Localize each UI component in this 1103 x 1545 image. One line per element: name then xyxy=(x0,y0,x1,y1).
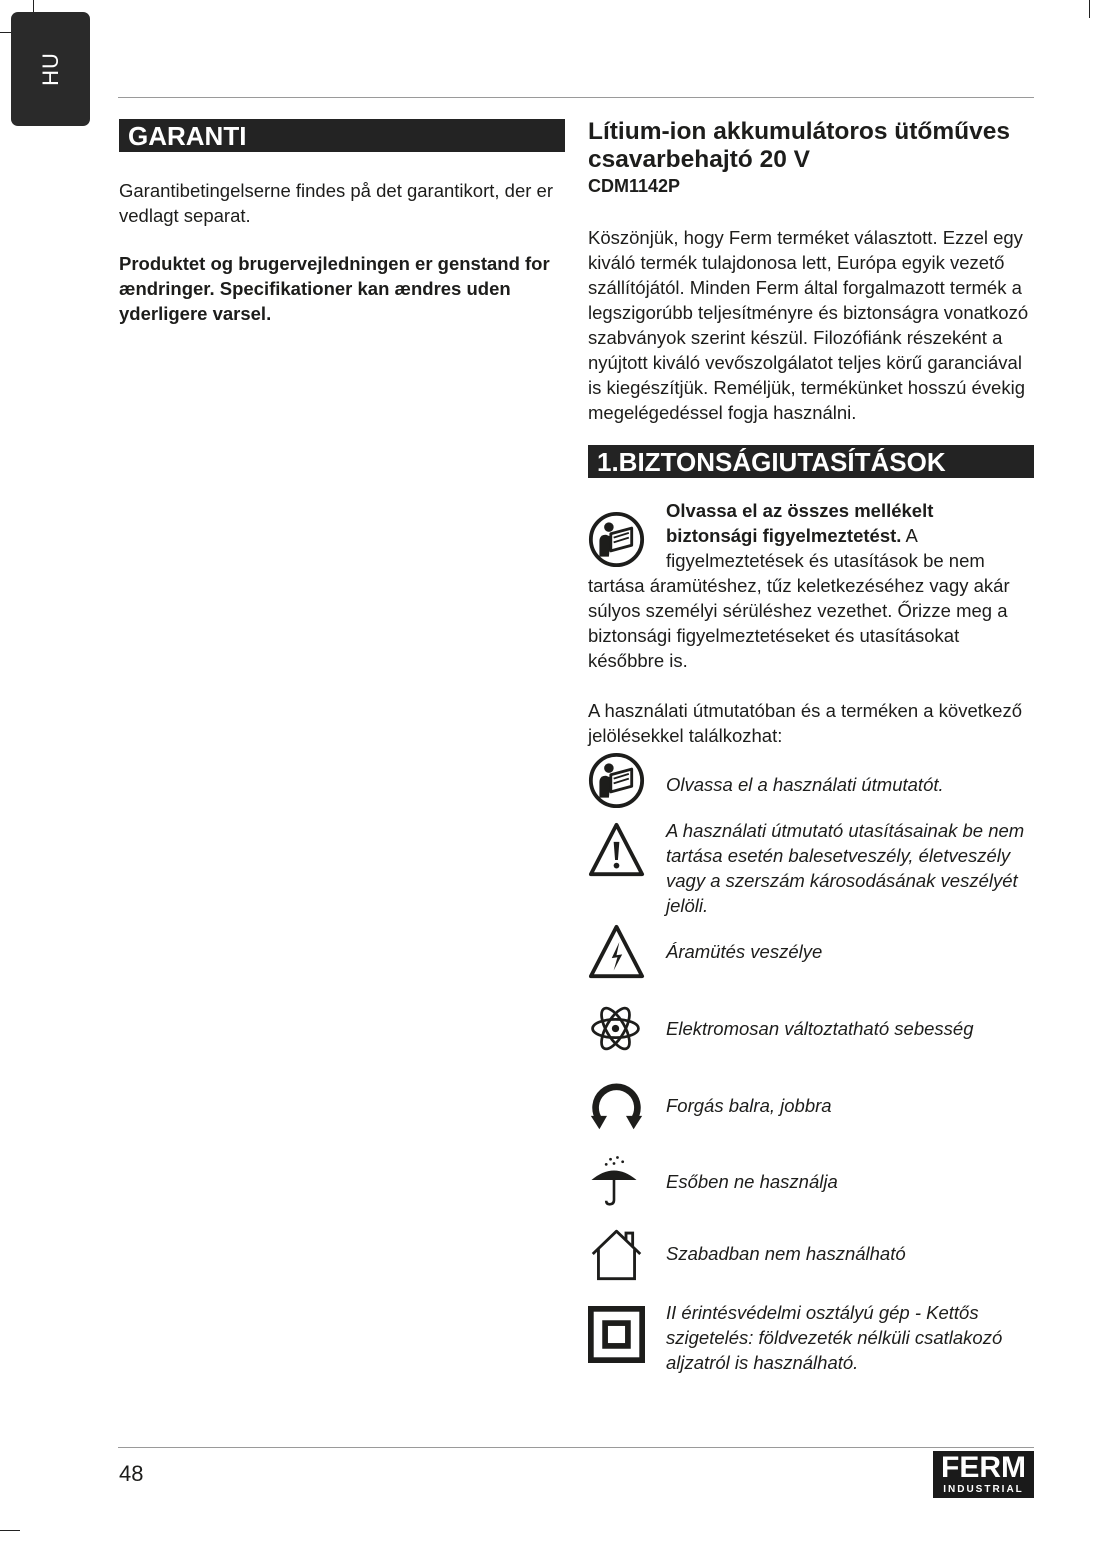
safety-bold-line1: Olvassa el az összes mellékelt xyxy=(666,500,934,521)
symbol-list xyxy=(588,748,1034,1380)
warranty-text: Garantibetingelserne findes på det garantikort, der er vedlagt separat. xyxy=(119,180,553,226)
crop-mark xyxy=(0,1530,20,1531)
warning-triangle-icon xyxy=(588,821,645,878)
symbol-item xyxy=(588,1224,1034,1300)
electric-shock-icon xyxy=(588,923,645,980)
garanti-heading: GARANTI xyxy=(119,119,565,152)
symbol-item xyxy=(588,1150,1034,1224)
symbol-item xyxy=(588,1300,1034,1380)
read-manual-icon xyxy=(588,511,645,568)
ferm-logo xyxy=(933,1451,1034,1498)
symbol-item xyxy=(588,813,1034,923)
symbols-intro: A használati útmutatóban és a terméken a következő jelölésekkel találkozhat: xyxy=(588,700,1022,746)
safety-text-line3: figyelmeztetések és utasítások be nem xyxy=(666,550,985,571)
symbol-text: Esőben ne használja xyxy=(666,1171,838,1192)
logo-subtitle: INDUSTRIAL xyxy=(943,1484,1024,1495)
top-divider xyxy=(118,97,1034,98)
symbol-text: Elektromosan változtatható sebesség xyxy=(666,1018,974,1039)
right-column xyxy=(588,118,1034,1380)
safety-heading: 1.BIZTONSÁGIUTASÍTÁSOK xyxy=(588,445,1034,478)
changes-notice: Produktet og brugervejledningen er genstand for ændringer. Specifikationer kan ændres uden yderligere varsel. xyxy=(119,253,550,324)
bottom-divider xyxy=(118,1447,1034,1448)
symbol-text: Forgás balra, jobbra xyxy=(666,1095,832,1116)
safety-text-a: A xyxy=(901,525,918,546)
symbol-text: Olvassa el a használati útmutatót. xyxy=(666,774,944,795)
rotation-icon xyxy=(588,1076,645,1133)
symbol-text: Szabadban nem használható xyxy=(666,1243,906,1264)
intro-text: Köszönjük, hogy Ferm terméket választott. Ezzel egy kiváló termék tulajdonosa lett, Európa egyik vezető szállítójától. Minden Ferm által forgalmazott termék a legszigorúbb teljesítményre és biztonságra vonatkozó szabványok szerint készül. Filozófiánk részeként a nyújtott kiváló vevőszolgálatot teljes körű garanciával is kiegészítjük. Reméljük, termékünket hosszú évekig megelégedéssel fogja használni. xyxy=(588,227,1029,423)
symbol-text: Áramütés veszélye xyxy=(666,941,823,962)
model-number: CDM1142P xyxy=(588,176,681,196)
house-icon xyxy=(588,1224,645,1284)
product-title: Lítium-ion akkumulátoros ütőműves csavarbehajtó 20 V xyxy=(588,118,1010,173)
safety-bold-line2: biztonsági figyelmeztetést. xyxy=(666,525,902,546)
safety-warning-block xyxy=(588,498,1034,673)
symbol-item xyxy=(588,997,1034,1074)
atom-icon xyxy=(588,1001,643,1056)
read-manual-icon xyxy=(588,752,645,809)
symbol-item xyxy=(588,748,1034,813)
left-column xyxy=(119,119,565,326)
language-tab xyxy=(11,12,90,126)
double-insulation-icon xyxy=(588,1306,645,1363)
crop-mark xyxy=(1089,0,1090,18)
page-number: 48 xyxy=(119,1461,144,1486)
safety-text-rest: tartása áramütéshez, tűz keletkezéséhez vagy akár súlyos személyi sérüléshez vezethet. Őrizze meg a biztonsági figyelmeztetéseket és utasításokat későbbre is. xyxy=(588,575,1010,671)
umbrella-rain-icon xyxy=(588,1150,640,1210)
language-label: HU xyxy=(37,52,63,86)
symbol-text: A használati útmutató utasításainak be nem tartása esetén balesetveszély, életveszély vagy a szerszám károsodásának veszélyét jelöli. xyxy=(666,820,1025,916)
symbol-item xyxy=(588,923,1034,997)
symbol-item xyxy=(588,1074,1034,1150)
logo-wordmark: FERM xyxy=(941,1451,1026,1484)
symbol-text: II érintésvédelmi osztályú gép - Kettős szigetelés: földvezeték nélküli csatlakozó aljzatról is használható. xyxy=(666,1302,1003,1373)
